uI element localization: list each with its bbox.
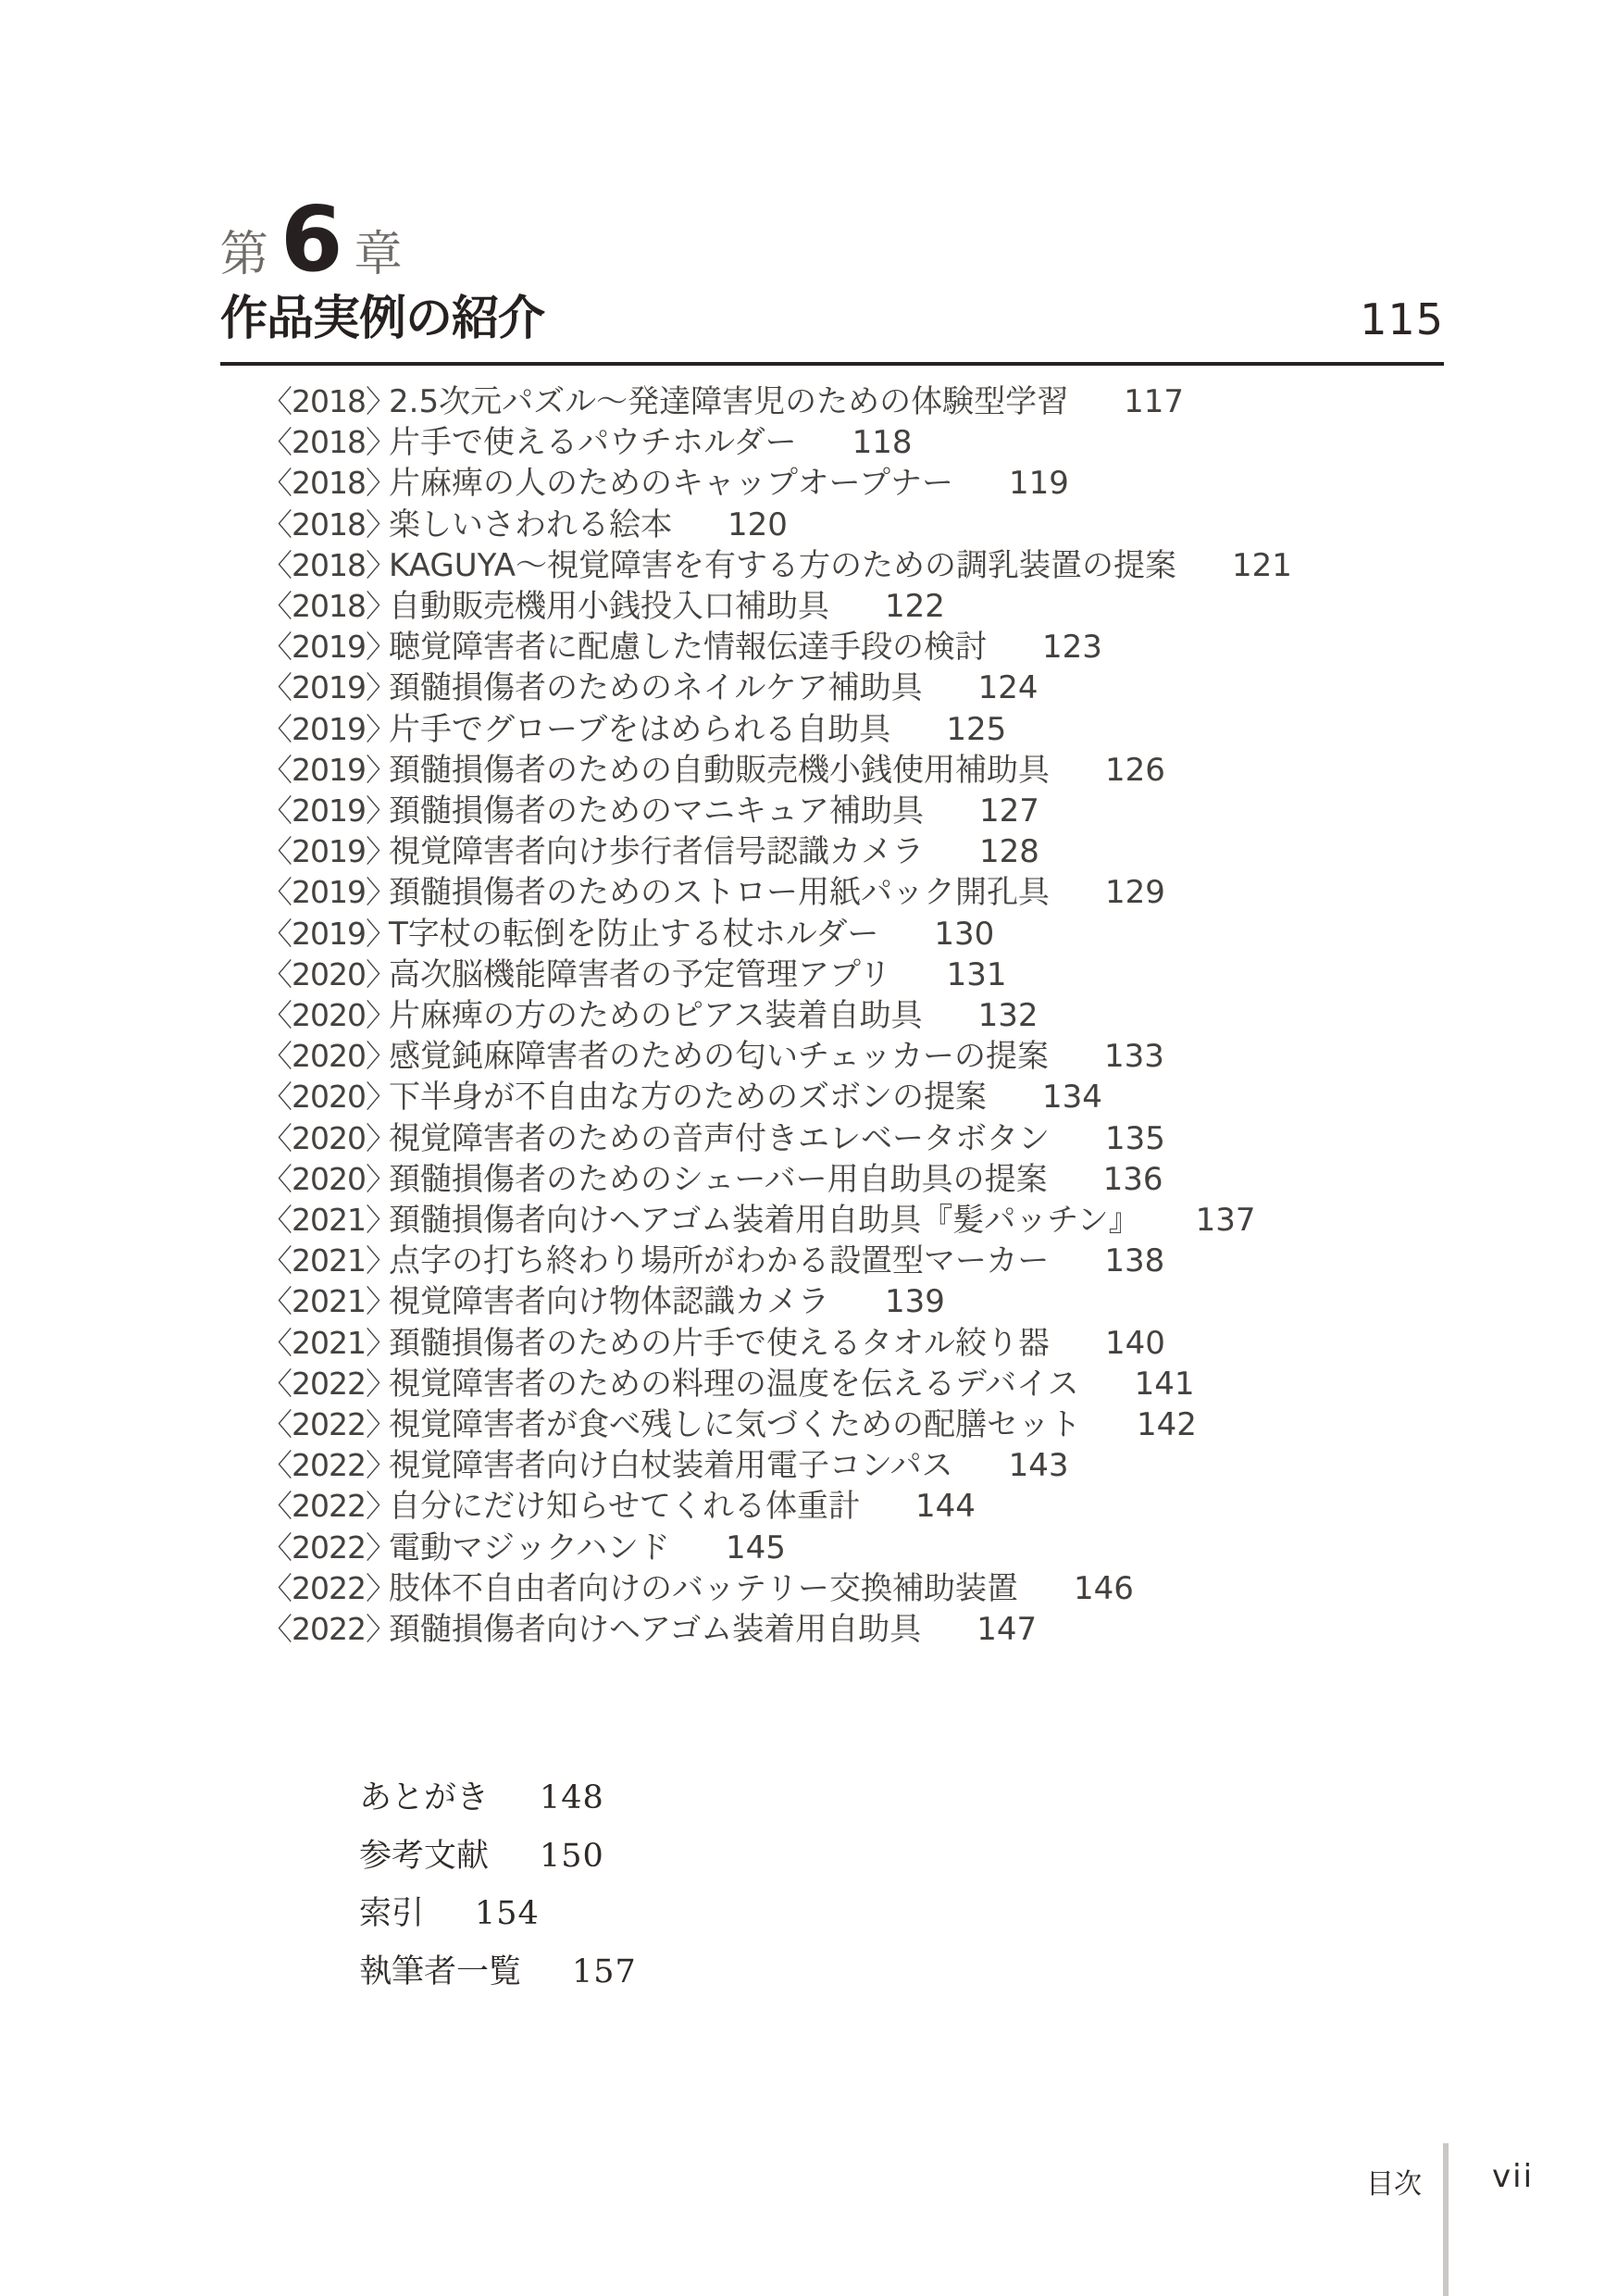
toc-entry-page-number: 145 bbox=[725, 1529, 786, 1566]
toc-entry bbox=[262, 1159, 1539, 1200]
backmatter-item bbox=[359, 1885, 637, 1943]
toc-entry-year: 〈2020〉 bbox=[262, 997, 395, 1034]
toc-entry-year: 〈2020〉 bbox=[262, 1119, 395, 1156]
toc-entry bbox=[262, 505, 1539, 545]
toc-entry bbox=[262, 914, 1539, 955]
toc-entry-page-number: 117 bbox=[1124, 383, 1184, 420]
toc-entry bbox=[262, 1281, 1539, 1322]
toc-entry-page-number: 143 bbox=[1008, 1447, 1069, 1485]
chapter-heading bbox=[220, 187, 1444, 292]
toc-entry-page-number: 141 bbox=[1134, 1365, 1195, 1403]
backmatter-item-label: 執筆者一覧 bbox=[359, 1953, 522, 1991]
toc-entry-year: 〈2018〉 bbox=[262, 546, 395, 583]
toc-entry-page-number: 120 bbox=[728, 505, 788, 543]
backmatter-list bbox=[359, 1769, 637, 2002]
toc-entry bbox=[262, 709, 1539, 750]
toc-entry-title: 頚髄損傷者のための片手で使えるタオル絞り器 bbox=[389, 1324, 1050, 1362]
toc-entry-year: 〈2022〉 bbox=[262, 1569, 395, 1606]
header-rule bbox=[220, 362, 1444, 366]
chapter-prefix-label: 第 bbox=[220, 227, 269, 282]
toc-entry-page-number: 126 bbox=[1105, 751, 1165, 789]
toc-entry bbox=[262, 1404, 1539, 1445]
toc-entry-year: 〈2019〉 bbox=[262, 669, 395, 706]
toc-entry bbox=[262, 545, 1539, 586]
toc-entry-year: 〈2019〉 bbox=[262, 751, 395, 788]
toc-entry-year: 〈2022〉 bbox=[262, 1447, 395, 1484]
toc-entry-title: 電動マジックハンド bbox=[389, 1529, 670, 1566]
toc-entry bbox=[262, 791, 1539, 831]
toc-entry-page-number: 133 bbox=[1103, 1038, 1164, 1076]
toc-entry-year: 〈2020〉 bbox=[262, 955, 395, 992]
toc-entry bbox=[262, 1445, 1539, 1486]
toc-entry-page-number: 122 bbox=[885, 588, 945, 626]
toc-entry-title: 2.5次元パズル～発達障害児のための体験型学習 bbox=[389, 383, 1069, 420]
chapter-title-row bbox=[220, 291, 1444, 347]
toc-entry-title: 自分にだけ知らせてくれる体重計 bbox=[389, 1488, 860, 1526]
toc-entry-page-number: 137 bbox=[1195, 1202, 1256, 1240]
toc-entry-title: T字杖の転倒を防止する杖ホルダー bbox=[389, 915, 879, 953]
toc-entry bbox=[262, 1364, 1539, 1404]
toc-entry-title: 視覚障害者が食べ残しに気づくための配膳セット bbox=[389, 1406, 1081, 1444]
toc-entry-page-number: 118 bbox=[852, 424, 913, 462]
toc-entry-year: 〈2021〉 bbox=[262, 1324, 395, 1361]
toc-entry-title: 視覚障害者向け白杖装着用電子コンパス bbox=[389, 1447, 953, 1485]
toc-entry-year: 〈2022〉 bbox=[262, 1488, 395, 1525]
chapter-number: 6 bbox=[280, 187, 342, 292]
toc-entry-year: 〈2018〉 bbox=[262, 383, 395, 419]
toc-entry-page-number: 136 bbox=[1102, 1160, 1163, 1198]
toc-entry-title: 自動販売機用小銭投入口補助具 bbox=[389, 588, 829, 626]
toc-entry bbox=[262, 1323, 1539, 1364]
toc-entry bbox=[262, 422, 1539, 463]
chapter-start-page-number: 115 bbox=[1360, 294, 1444, 344]
toc-entry-year: 〈2020〉 bbox=[262, 1160, 395, 1197]
toc-entry-page-number: 146 bbox=[1074, 1569, 1134, 1607]
backmatter-item-page-number: 154 bbox=[475, 1895, 540, 1933]
toc-entry bbox=[262, 381, 1539, 422]
footer-section-label: 目次 bbox=[1366, 2168, 1422, 2201]
toc-entry-page-number: 140 bbox=[1105, 1324, 1165, 1362]
toc-entry-page-number: 128 bbox=[979, 833, 1039, 871]
toc-entry bbox=[262, 750, 1539, 791]
toc-entry bbox=[262, 627, 1539, 668]
toc-entry-year: 〈2022〉 bbox=[262, 1611, 395, 1648]
toc-entry-page-number: 131 bbox=[946, 955, 1007, 993]
backmatter-item-page-number: 150 bbox=[540, 1837, 604, 1875]
toc-entry-page-number: 125 bbox=[946, 710, 1007, 748]
toc-entry-title: 頚髄損傷者向けヘアゴム装着用自助具 bbox=[389, 1611, 922, 1649]
toc-entry-year: 〈2021〉 bbox=[262, 1283, 395, 1320]
toc-entry-title: 視覚障害者向け物体認識カメラ bbox=[389, 1283, 829, 1321]
toc-entry-year: 〈2020〉 bbox=[262, 1038, 395, 1075]
toc-entry bbox=[262, 1036, 1539, 1077]
toc-entry-title: 感覚鈍麻障害者のための匂いチェッカーの提案 bbox=[389, 1038, 1049, 1076]
toc-entry-title: 点字の打ち終わり場所がわかる設置型マーカー bbox=[389, 1242, 1050, 1280]
toc-entry-page-number: 132 bbox=[977, 997, 1039, 1035]
backmatter-item-label: 参考文献 bbox=[359, 1837, 490, 1875]
toc-entry bbox=[262, 1118, 1539, 1159]
toc-entry bbox=[262, 872, 1539, 913]
toc-entry bbox=[262, 1200, 1539, 1241]
toc-entry-year: 〈2019〉 bbox=[262, 710, 395, 747]
toc-entry-year: 〈2019〉 bbox=[262, 874, 395, 911]
toc-entry-title: 頚髄損傷者のためのシェーバー用自助具の提案 bbox=[389, 1160, 1048, 1198]
toc-entry-page-number: 134 bbox=[1042, 1079, 1102, 1117]
toc-entry-title: 高次脳機能障害者の予定管理アプリ bbox=[389, 955, 891, 993]
toc-entry-year: 〈2019〉 bbox=[262, 629, 395, 666]
toc-entry-page-number: 119 bbox=[1008, 465, 1069, 503]
toc-entry-title: 片麻痺の方のためのピアス装着自助具 bbox=[389, 997, 923, 1035]
toc-entry bbox=[262, 1486, 1539, 1527]
toc-entry-page-number: 144 bbox=[914, 1488, 976, 1526]
toc-entry-title: 片手でグローブをはめられる自助具 bbox=[389, 710, 891, 748]
toc-entry-page-number: 138 bbox=[1104, 1242, 1165, 1280]
backmatter-item bbox=[359, 1769, 637, 1828]
toc-entry-title: 視覚障害者のための料理の温度を伝えるデバイス bbox=[389, 1365, 1079, 1403]
toc-entry bbox=[262, 1528, 1539, 1568]
toc-entry-year: 〈2018〉 bbox=[262, 424, 395, 461]
toc-entry-page-number: 142 bbox=[1137, 1406, 1197, 1444]
chapter-suffix-label: 章 bbox=[354, 227, 403, 282]
toc-entry-title: 頚髄損傷者向けヘアゴム装着用自助具『髪パッチン』 bbox=[389, 1202, 1140, 1240]
toc-entry-title: 頚髄損傷者のためのストロー用紙パック開孔具 bbox=[389, 874, 1050, 912]
toc-entry-year: 〈2021〉 bbox=[262, 1202, 395, 1239]
toc-entry-title: 頚髄損傷者のためのマニキュア補助具 bbox=[389, 792, 924, 830]
toc-entry-year: 〈2019〉 bbox=[262, 792, 395, 830]
backmatter-item bbox=[359, 1828, 637, 1886]
backmatter-item-page-number: 157 bbox=[572, 1953, 637, 1991]
toc-entry-year: 〈2020〉 bbox=[262, 1079, 395, 1116]
toc-entry-page-number: 123 bbox=[1042, 629, 1102, 667]
chapter-title: 作品実例の紹介 bbox=[220, 292, 545, 346]
toc-entry bbox=[262, 1077, 1539, 1117]
toc-entry-page-number: 121 bbox=[1231, 546, 1292, 584]
toc-entry-year: 〈2022〉 bbox=[262, 1365, 395, 1402]
footer-page-number: vii bbox=[1492, 2158, 1535, 2195]
toc-entry-title: 頚髄損傷者のための自動販売機小銭使用補助具 bbox=[389, 751, 1050, 789]
toc-entry-title: 視覚障害者向け歩行者信号認識カメラ bbox=[389, 833, 924, 871]
toc-entry-year: 〈2019〉 bbox=[262, 833, 395, 870]
backmatter-item bbox=[359, 1943, 637, 2002]
toc-entry bbox=[262, 668, 1539, 708]
toc-entry bbox=[262, 1568, 1539, 1609]
toc-entry bbox=[262, 955, 1539, 995]
toc-entry-title: 肢体不自由者向けのバッテリー交換補助装置 bbox=[389, 1569, 1018, 1607]
toc-entry bbox=[262, 831, 1539, 872]
toc-entry-title: 片麻痺の人のためのキャップオープナー bbox=[389, 465, 953, 503]
chapter-header bbox=[220, 187, 1444, 366]
footer-divider bbox=[1443, 2143, 1449, 2296]
toc-entry-page-number: 139 bbox=[885, 1283, 945, 1321]
toc-entry-year: 〈2019〉 bbox=[262, 915, 395, 952]
toc-entry bbox=[262, 1609, 1539, 1650]
backmatter-item-page-number: 148 bbox=[540, 1779, 604, 1816]
toc-entry-title: 頚髄損傷者のためのネイルケア補助具 bbox=[389, 669, 923, 707]
toc-entry-year: 〈2018〉 bbox=[262, 588, 395, 625]
toc-entry-title: 楽しいさわれる絵本 bbox=[389, 505, 672, 543]
toc-entry-title: KAGUYA～視覚障害を有する方のための調乳装置の提案 bbox=[389, 546, 1176, 584]
toc-entry-year: 〈2022〉 bbox=[262, 1529, 395, 1566]
toc-entry bbox=[262, 1241, 1539, 1281]
toc-entry-page-number: 129 bbox=[1105, 874, 1165, 912]
toc-entry-title: 聴覚障害者に配慮した情報伝達手段の検討 bbox=[389, 629, 987, 667]
toc-entry-title: 片手で使えるパウチホルダー bbox=[389, 424, 797, 462]
toc-entry-page-number: 147 bbox=[976, 1611, 1038, 1649]
toc-entry-page-number: 130 bbox=[934, 915, 995, 953]
toc-entry-page-number: 124 bbox=[977, 669, 1039, 707]
toc-entry-title: 視覚障害者のための音声付きエレベータボタン bbox=[389, 1119, 1050, 1157]
toc-entry bbox=[262, 995, 1539, 1036]
toc-entry bbox=[262, 463, 1539, 504]
toc-entry-year: 〈2018〉 bbox=[262, 465, 395, 502]
toc-entry-list bbox=[262, 381, 1539, 1650]
toc-entry-year: 〈2018〉 bbox=[262, 505, 395, 543]
toc-entry-year: 〈2021〉 bbox=[262, 1242, 395, 1279]
toc-entry-page-number: 135 bbox=[1105, 1119, 1165, 1157]
backmatter-item-label: 索引 bbox=[359, 1895, 425, 1933]
toc-entry bbox=[262, 586, 1539, 627]
toc-entry-page-number: 127 bbox=[979, 792, 1039, 830]
backmatter-item-label: あとがき bbox=[359, 1779, 490, 1816]
toc-entry-title: 下半身が不自由な方のためのズボンの提案 bbox=[389, 1079, 987, 1117]
toc-entry-year: 〈2022〉 bbox=[262, 1406, 395, 1443]
